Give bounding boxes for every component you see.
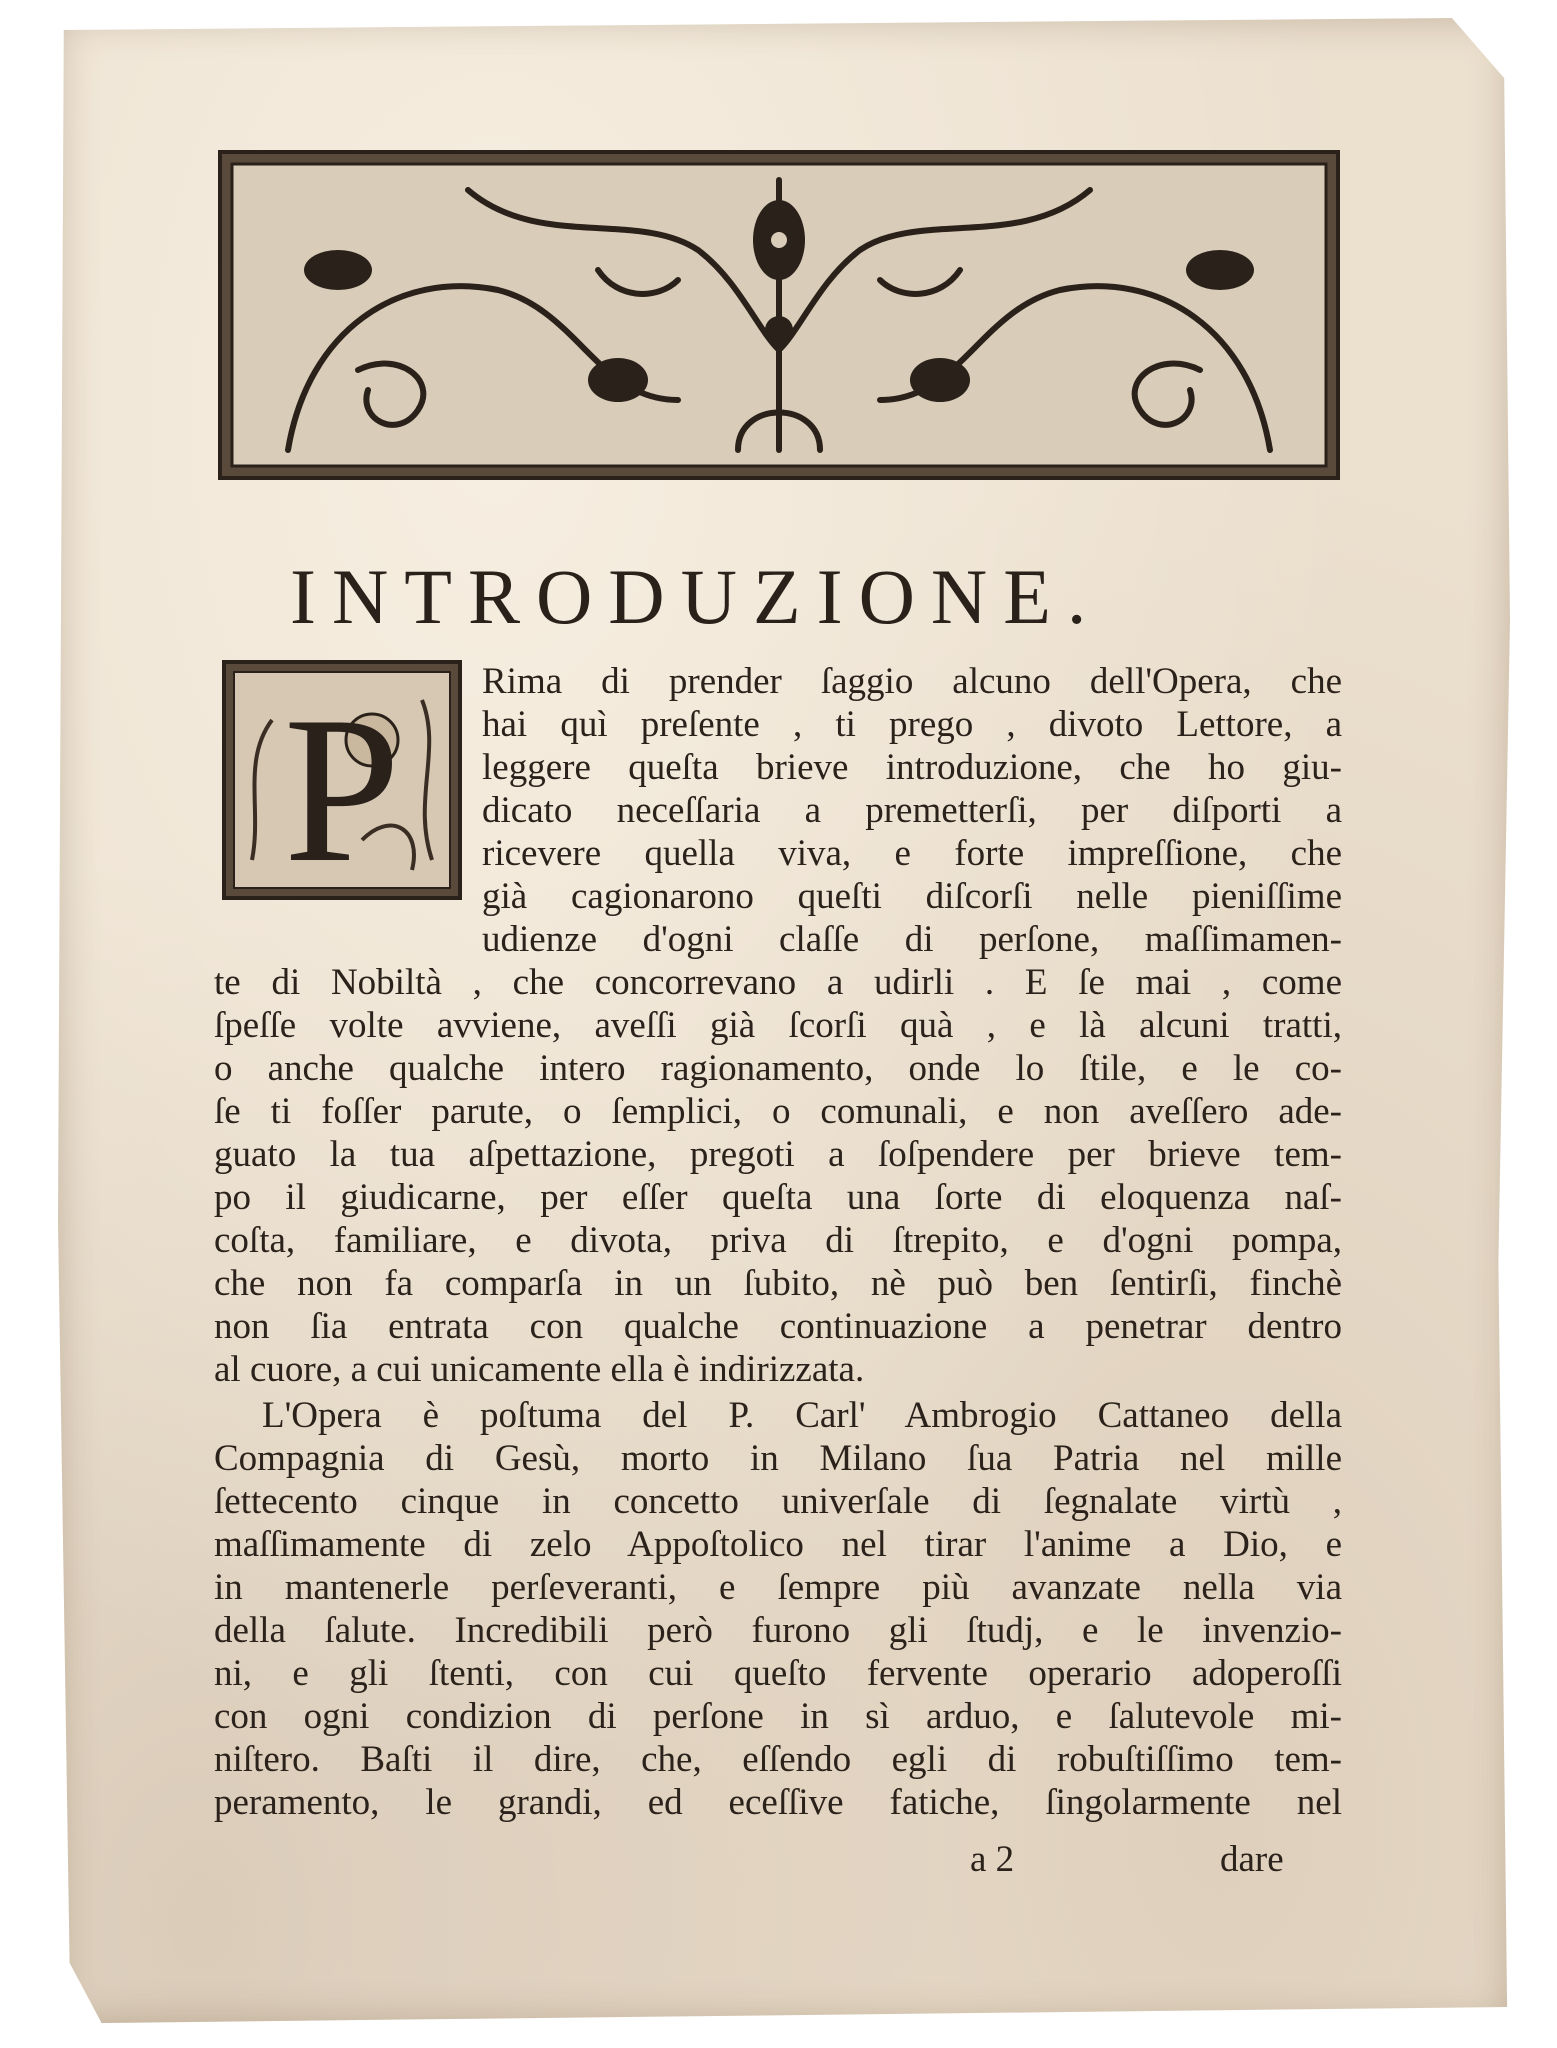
- body-line: già cagionarono queſti diſcorſi nelle pieniſſime: [482, 876, 1342, 917]
- catchword: dare: [1220, 1839, 1284, 1880]
- body-line: ſettecento cinque in concetto univerſale di ſegnalate virtù ,: [214, 1481, 1342, 1522]
- initial-letter: P: [283, 674, 401, 900]
- body-line: o anche qualche intero ragionamento, onde lo ſtile, e le co-: [214, 1048, 1342, 1089]
- body-line: niſtero. Baſti il dire, che, eſſendo egli di robuſtiſſimo tem-: [214, 1739, 1342, 1780]
- section-title: INTRODUZIONE.: [290, 553, 1103, 640]
- signature-mark: a 2: [970, 1839, 1015, 1880]
- body-line: ſpeſſe volte avviene, aveſſi già ſcorſi quà , e là alcuni tratti,: [214, 1005, 1342, 1046]
- body-line: Compagnia di Gesù, morto in Milano ſua Patria nel mille: [214, 1438, 1342, 1479]
- body-line: maſſimamente di zelo Appoſtolico nel tirar l'anime a Dio, e: [214, 1524, 1342, 1565]
- body-line: della ſalute. Incredibili però furono gli ſtudj, e le invenzio-: [214, 1610, 1342, 1651]
- body-line: al cuore, a cui unicamente ella è indirizzata.: [214, 1349, 865, 1390]
- body-line: ſe ti foſſer parute, o ſemplici, o comunali, e non aveſſero ade-: [214, 1091, 1342, 1132]
- body-line: con ogni condizion di perſone in sì arduo, e ſalutevole mi-: [214, 1696, 1342, 1737]
- decorated-initial-p: [222, 660, 462, 900]
- body-line: guato la tua aſpettazione, pregoti a ſoſpendere per brieve tem-: [214, 1134, 1342, 1175]
- ornamental-headpiece: [218, 150, 1340, 480]
- body-line: non ſia entrata con qualche continuazione a penetrar dentro: [214, 1306, 1342, 1347]
- body-line: in mantenerle perſeveranti, e ſempre più avanzate nella via: [214, 1567, 1342, 1608]
- body-line: leggere queſta brieve introduzione, che ho giu-: [482, 747, 1342, 788]
- body-line: coſta, familiare, e divota, priva di ſtrepito, e d'ogni pompa,: [214, 1220, 1342, 1261]
- body-line: che non fa comparſa in un ſubito, nè può ben ſentirſi, finchè: [214, 1263, 1342, 1304]
- body-line: ricevere quella viva, e forte impreſſione, che: [482, 833, 1342, 874]
- body-line: te di Nobiltà , che concorrevano a udirli . E ſe mai , come: [214, 962, 1342, 1003]
- body-line: Rima di prender ſaggio alcuno dell'Opera, che: [482, 661, 1342, 702]
- body-line: hai quì preſente , ti prego , divoto Lettore, a: [482, 704, 1342, 745]
- body-line: udienze d'ogni claſſe di perſone, maſſimamen-: [482, 919, 1342, 960]
- body-line: po il giudicarne, per eſſer queſta una ſorte di eloquenza naſ-: [214, 1177, 1342, 1218]
- body-line: dicato neceſſaria a premetterſi, per diſporti a: [482, 790, 1342, 831]
- body-line: L'Opera è poſtuma del P. Carl' Ambrogio Cattaneo della: [262, 1395, 1342, 1436]
- body-line: peramento, le grandi, ed eceſſive fatiche, ſingolarmente nel: [214, 1782, 1342, 1823]
- body-line: ni, e gli ſtenti, con cui queſto fervente operario adoperoſſi: [214, 1653, 1342, 1694]
